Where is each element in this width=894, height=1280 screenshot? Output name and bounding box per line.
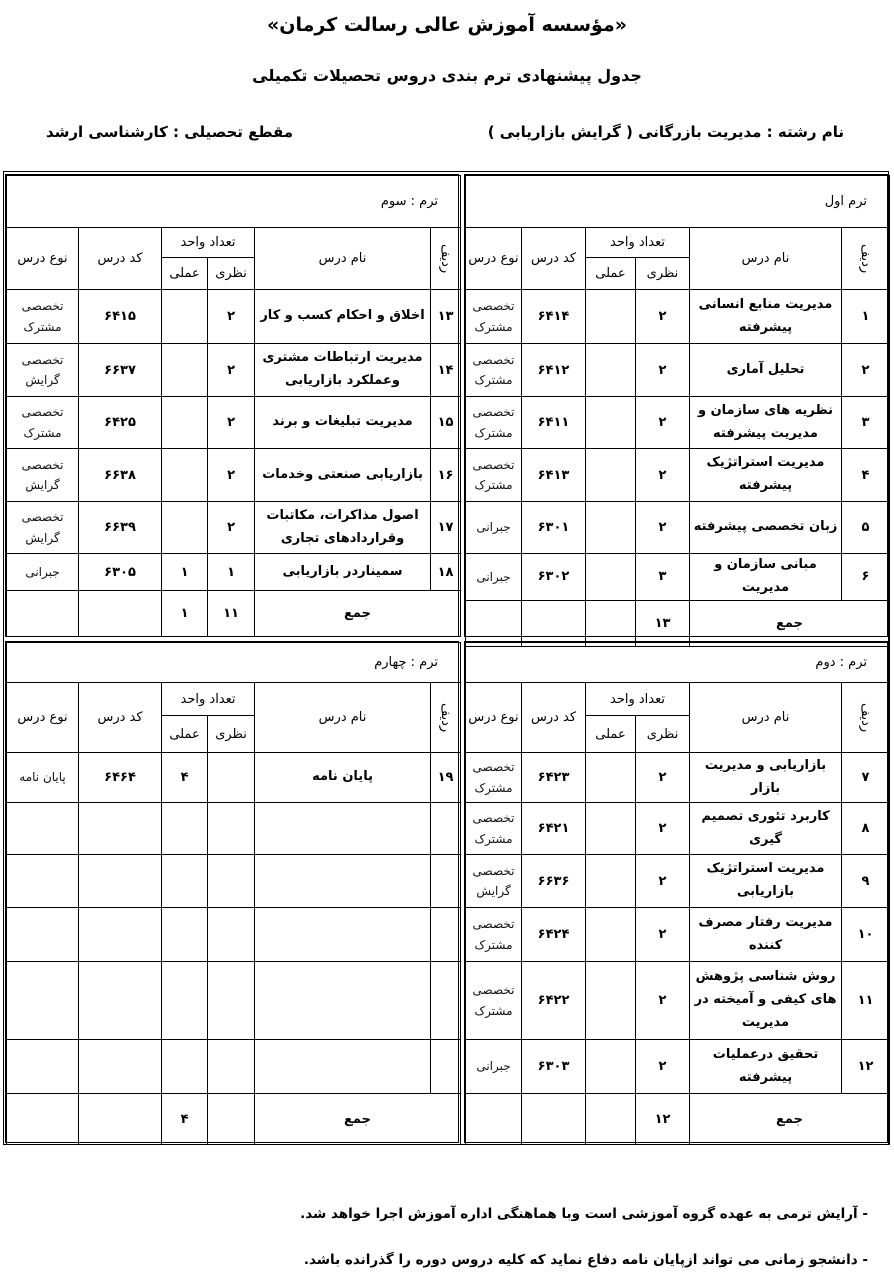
course-type [7, 962, 79, 1040]
course-row [466, 344, 890, 397]
course-practical-units [586, 502, 636, 554]
course-name: مدیریت استراتژیک پیشرفته [690, 449, 842, 502]
course-row [7, 855, 461, 908]
course-theory-units: ۲ [636, 855, 690, 908]
course-name: بازاریابی صنعتی وخدمات [255, 449, 431, 502]
course-practical-units [586, 962, 636, 1040]
col-header-units: تعداد واحد [586, 228, 690, 258]
course-row [7, 803, 461, 855]
course-code: ۶۴۲۲ [522, 962, 586, 1040]
sum-row [466, 1094, 890, 1145]
course-name: مدیریت منابع انسانی پیشرفته [690, 290, 842, 344]
course-practical-units [162, 962, 208, 1040]
sum-type-empty [7, 1094, 79, 1145]
course-type: جبرانی [466, 502, 522, 554]
course-name [255, 1040, 431, 1094]
sum-practical: ۱ [162, 591, 208, 637]
course-practical-units [162, 855, 208, 908]
course-code [79, 855, 162, 908]
col-header-theory: نظری [636, 716, 690, 753]
course-practical-units [162, 502, 208, 554]
col-header-code: کد درس [522, 683, 586, 753]
term-table [465, 175, 890, 647]
course-code [79, 1040, 162, 1094]
course-number [431, 855, 461, 908]
course-type: تخصصی مشترک [466, 962, 522, 1040]
sum-theory [208, 1094, 255, 1145]
sum-type-empty [466, 600, 522, 646]
course-name: کاربرد تئوری تصمیم گیری [690, 803, 842, 855]
course-name: نظریه های سازمان و مدیریت پیشرفته [690, 397, 842, 449]
course-row [7, 908, 461, 962]
course-practical-units [162, 290, 208, 344]
sum-theory: ۱۳ [636, 600, 690, 646]
col-header-row: ردیف [842, 683, 890, 753]
course-row [466, 554, 890, 601]
course-code: ۶۴۱۴ [522, 290, 586, 344]
course-number: ۲ [842, 344, 890, 397]
course-row [466, 962, 890, 1040]
course-type [7, 908, 79, 962]
course-row [466, 449, 890, 502]
sum-type-empty [466, 1094, 522, 1145]
sum-practical: ۴ [162, 1094, 208, 1145]
course-type: تخصصی مشترک [7, 397, 79, 449]
course-theory-units: ۲ [636, 962, 690, 1040]
sum-label: جمع [690, 1094, 890, 1145]
col-header-type: نوع درس [7, 683, 79, 753]
course-code: ۶۶۳۸ [79, 449, 162, 502]
course-theory-units: ۲ [636, 290, 690, 344]
course-name [255, 855, 431, 908]
col-header-theory: نظری [208, 258, 255, 290]
sum-theory: ۱۲ [636, 1094, 690, 1145]
course-type [7, 855, 79, 908]
col-header-name: نام درس [690, 228, 842, 290]
course-name: مدیریت ارتباطات مشتری وعملکرد بازاریابی [255, 344, 431, 397]
field-of-study: نام رشته : مدیریت بازرگانی ( گرایش بازاریابی ) [487, 123, 844, 141]
course-practical-units [162, 449, 208, 502]
course-practical-units [586, 908, 636, 962]
course-code: ۶۴۶۴ [79, 753, 162, 803]
course-theory-units [208, 855, 255, 908]
course-number: ۱۶ [431, 449, 461, 502]
course-practical-units [586, 753, 636, 803]
col-header-code: کد درس [79, 683, 162, 753]
course-code: ۶۶۳۷ [79, 344, 162, 397]
term-first-table [464, 174, 888, 637]
course-theory-units: ۱ [208, 554, 255, 591]
course-type: تخصصی مشترک [466, 449, 522, 502]
course-number [431, 1040, 461, 1094]
course-name: مدیریت استراتژیک بازاریابی [690, 855, 842, 908]
course-type: تخصصی مشترک [466, 344, 522, 397]
col-header-practical: عملی [586, 258, 636, 290]
course-type: جبرانی [466, 1040, 522, 1094]
term-title: ترم : دوم [466, 643, 890, 683]
course-type [7, 803, 79, 855]
sum-label: جمع [690, 600, 890, 646]
course-type: تخصصی مشترک [466, 290, 522, 344]
course-type: جبرانی [7, 554, 79, 591]
course-theory-units: ۲ [208, 449, 255, 502]
course-row [466, 502, 890, 554]
term-second-table [464, 641, 888, 1143]
term-third-table [5, 174, 459, 637]
course-code: ۶۳۰۲ [522, 554, 586, 601]
sum-code-empty [79, 591, 162, 637]
col-header-type: نوع درس [466, 228, 522, 290]
course-row [7, 397, 461, 449]
col-header-theory: نظری [208, 716, 255, 753]
course-code [79, 962, 162, 1040]
course-code: ۶۴۱۲ [522, 344, 586, 397]
course-code [79, 803, 162, 855]
sum-theory: ۱۱ [208, 591, 255, 637]
col-header-name: نام درس [690, 683, 842, 753]
course-row [466, 855, 890, 908]
course-code [79, 908, 162, 962]
course-number: ۱۲ [842, 1040, 890, 1094]
course-practical-units [586, 1040, 636, 1094]
course-row [7, 1040, 461, 1094]
course-theory-units: ۲ [636, 908, 690, 962]
course-practical-units [586, 290, 636, 344]
course-code: ۶۴۲۵ [79, 397, 162, 449]
course-code: ۶۶۳۶ [522, 855, 586, 908]
col-header-type: نوع درس [466, 683, 522, 753]
course-row [7, 753, 461, 803]
course-row [7, 502, 461, 554]
sum-row [7, 1094, 461, 1145]
course-practical-units [162, 397, 208, 449]
course-row [7, 290, 461, 344]
term-table [6, 175, 461, 637]
course-code: ۶۴۱۵ [79, 290, 162, 344]
course-name: مدیریت تبلیغات و برند [255, 397, 431, 449]
col-header-practical: عملی [162, 716, 208, 753]
course-theory-units: ۲ [208, 290, 255, 344]
course-row [7, 962, 461, 1040]
course-practical-units [586, 803, 636, 855]
course-type: تخصصی مشترک [466, 908, 522, 962]
course-theory-units: ۲ [636, 344, 690, 397]
course-row [466, 1040, 890, 1094]
note-term-arrangement: - آرایش ترمی به عهده گروه آموزشی است وبا هماهنگی اداره آموزش اجرا خواهد شد. [300, 1206, 868, 1222]
sum-label: جمع [255, 591, 461, 637]
course-practical-units [162, 344, 208, 397]
col-header-code: کد درس [79, 228, 162, 290]
sum-practical [586, 1094, 636, 1145]
course-number: ۷ [842, 753, 890, 803]
course-number: ۱۴ [431, 344, 461, 397]
course-practical-units [162, 908, 208, 962]
course-row [466, 753, 890, 803]
course-code: ۶۳۰۵ [79, 554, 162, 591]
course-theory-units [208, 962, 255, 1040]
term-title: ترم اول [466, 176, 890, 228]
course-row [7, 554, 461, 591]
course-row [466, 803, 890, 855]
course-row [466, 290, 890, 344]
course-number [431, 803, 461, 855]
course-number: ۱۵ [431, 397, 461, 449]
course-code: ۶۳۰۳ [522, 1040, 586, 1094]
course-type: تخصصی مشترک [466, 397, 522, 449]
course-code: ۶۳۰۱ [522, 502, 586, 554]
course-number: ۹ [842, 855, 890, 908]
sum-row [7, 591, 461, 637]
course-theory-units: ۲ [636, 502, 690, 554]
course-theory-units: ۳ [636, 554, 690, 601]
course-name [255, 962, 431, 1040]
course-practical-units [586, 397, 636, 449]
course-theory-units: ۲ [636, 1040, 690, 1094]
course-number: ۱ [842, 290, 890, 344]
col-header-practical: عملی [162, 258, 208, 290]
sum-type-empty [7, 591, 79, 637]
course-practical-units [586, 344, 636, 397]
col-header-type: نوع درس [7, 228, 79, 290]
course-theory-units [208, 803, 255, 855]
col-header-units: تعداد واحد [162, 683, 255, 716]
course-theory-units: ۲ [636, 753, 690, 803]
course-type: تخصصی گرایش [7, 344, 79, 397]
course-type: تخصصی مشترک [466, 803, 522, 855]
course-practical-units [586, 554, 636, 601]
course-number: ۶ [842, 554, 890, 601]
col-header-code: کد درس [522, 228, 586, 290]
note-thesis-defense: - دانشجو زمانی می تواند ازپایان نامه دفاع نماید که کلیه دروس دوره را گذرانده باشد. [303, 1252, 868, 1268]
course-row [7, 449, 461, 502]
course-name: روش شناسی پژوهش های کیفی و آمیخته در مدیریت [690, 962, 842, 1040]
col-header-practical: عملی [586, 716, 636, 753]
course-name [255, 908, 431, 962]
course-code: ۶۴۲۳ [522, 753, 586, 803]
course-practical-units: ۱ [162, 554, 208, 591]
course-name: تحقیق درعملیات پیشرفته [690, 1040, 842, 1094]
course-number: ۱۰ [842, 908, 890, 962]
course-name: مدیریت رفتار مصرف کننده [690, 908, 842, 962]
course-practical-units: ۴ [162, 753, 208, 803]
course-type: جبرانی [466, 554, 522, 601]
term-table [465, 642, 890, 1145]
course-practical-units [586, 449, 636, 502]
course-number: ۵ [842, 502, 890, 554]
course-theory-units: ۲ [636, 449, 690, 502]
course-theory-units: ۲ [208, 397, 255, 449]
term-table [6, 642, 461, 1145]
course-theory-units: ۲ [636, 803, 690, 855]
course-code: ۶۶۳۹ [79, 502, 162, 554]
document-subtitle: جدول پیشنهادی ترم بندی دروس تحصیلات تکمیلی [252, 66, 642, 85]
col-header-name: نام درس [255, 683, 431, 753]
col-header-units: تعداد واحد [162, 228, 255, 258]
course-theory-units [208, 908, 255, 962]
sum-label: جمع [255, 1094, 461, 1145]
col-header-row: ردیف [842, 228, 890, 290]
course-number: ۱۹ [431, 753, 461, 803]
institute-title: «مؤسسه آموزش عالی رسالت کرمان» [266, 14, 628, 36]
course-name [255, 803, 431, 855]
col-header-row: ردیف [431, 228, 461, 290]
course-type: تخصصی گرایش [7, 449, 79, 502]
sum-code-empty [522, 600, 586, 646]
course-name: پایان نامه [255, 753, 431, 803]
course-type: تخصصی مشترک [466, 753, 522, 803]
course-number [431, 962, 461, 1040]
sum-row [466, 600, 890, 646]
course-name: مبانی سازمان و مدیریت [690, 554, 842, 601]
course-type: تخصصی مشترک [7, 290, 79, 344]
course-theory-units: ۲ [208, 344, 255, 397]
course-practical-units [162, 1040, 208, 1094]
sum-code-empty [79, 1094, 162, 1145]
course-number: ۱۳ [431, 290, 461, 344]
course-theory-units [208, 1040, 255, 1094]
course-type: تخصصی گرایش [466, 855, 522, 908]
col-header-units: تعداد واحد [586, 683, 690, 716]
course-code: ۶۴۲۴ [522, 908, 586, 962]
col-header-row: ردیف [431, 683, 461, 753]
col-header-name: نام درس [255, 228, 431, 290]
course-row [466, 397, 890, 449]
course-number: ۴ [842, 449, 890, 502]
course-type: پایان نامه [7, 753, 79, 803]
degree-level: مقطع تحصیلی : کارشناسی ارشد [46, 123, 294, 141]
course-theory-units: ۲ [208, 502, 255, 554]
course-name: بازاریابی و مدیریت بازار [690, 753, 842, 803]
course-row [466, 908, 890, 962]
course-row [7, 344, 461, 397]
col-header-theory: نظری [636, 258, 690, 290]
course-number: ۱۷ [431, 502, 461, 554]
sum-code-empty [522, 1094, 586, 1145]
course-number: ۸ [842, 803, 890, 855]
course-number [431, 908, 461, 962]
course-name: سمیناردر بازاریابی [255, 554, 431, 591]
course-theory-units: ۲ [636, 397, 690, 449]
course-name: تحلیل آماری [690, 344, 842, 397]
course-number: ۱۱ [842, 962, 890, 1040]
term-fourth-table [5, 641, 459, 1143]
course-name: اصول مذاکرات، مکاتبات وقراردادهای تجاری [255, 502, 431, 554]
course-type [7, 1040, 79, 1094]
course-code: ۶۴۲۱ [522, 803, 586, 855]
course-theory-units [208, 753, 255, 803]
term-title: ترم : چهارم [7, 643, 461, 683]
course-practical-units [162, 803, 208, 855]
course-name: اخلاق و احکام کسب و کار [255, 290, 431, 344]
course-practical-units [586, 855, 636, 908]
course-type: تخصصی گرایش [7, 502, 79, 554]
course-code: ۶۴۱۱ [522, 397, 586, 449]
course-name: زبان تخصصی پیشرفته [690, 502, 842, 554]
sum-practical [586, 600, 636, 646]
course-number: ۳ [842, 397, 890, 449]
course-code: ۶۴۱۳ [522, 449, 586, 502]
course-number: ۱۸ [431, 554, 461, 591]
term-title: ترم : سوم [7, 176, 461, 228]
